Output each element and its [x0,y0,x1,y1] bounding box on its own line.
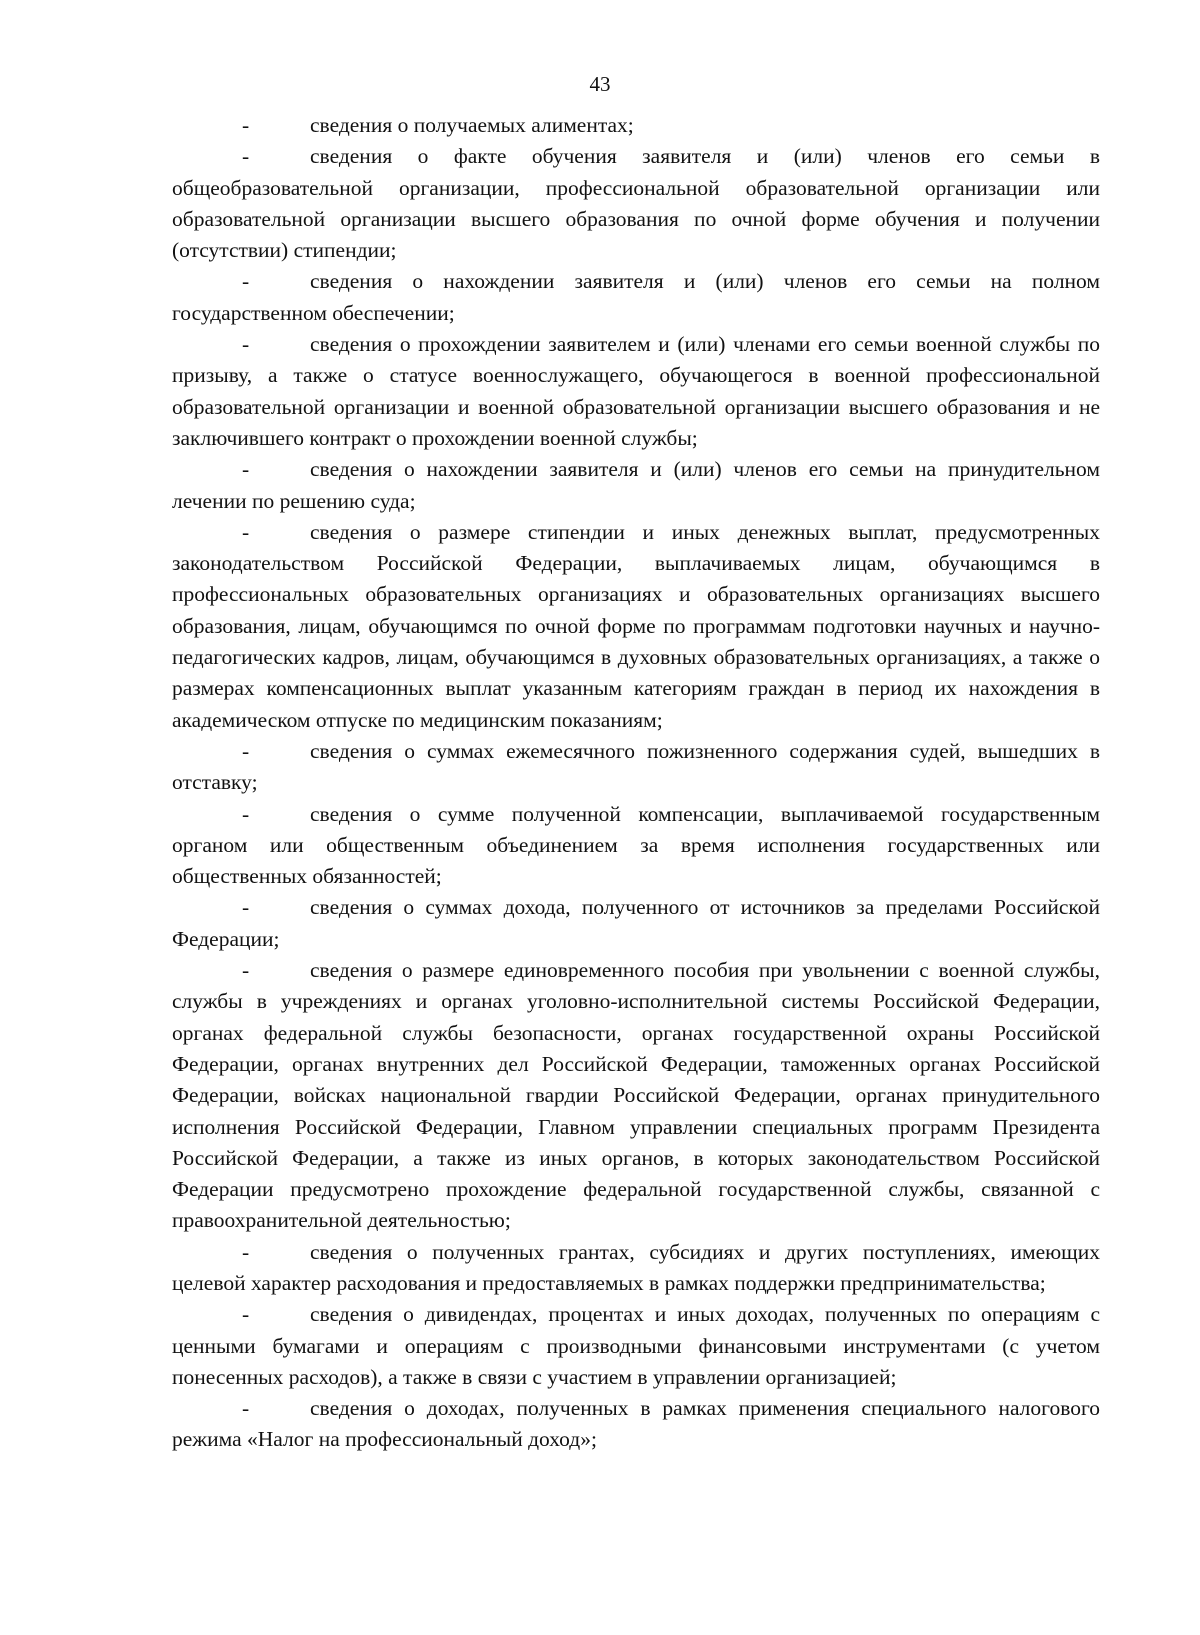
list-item [172,329,1100,454]
list-item-text: сведения о доходах, полученных в рамках применения специального налогового режима «Налог на профессиональный доход»; [172,1396,1100,1452]
list-item-text: сведения о факте обучения заявителя и (или) членов его семьи в общеобразовательной организации, профессиональной образовательной организации или образовательной организации высшего образования по очной форме обучения и получении (отсутствии) стипендии; [172,144,1100,263]
list-dash: - [242,457,250,482]
list-dash: - [242,1396,250,1421]
list-dash: - [242,269,250,294]
list-item-text: сведения о суммах дохода, полученного от источников за пределами Российской Федерации; [172,895,1100,951]
page-number: 43 [589,72,611,96]
list-item [172,1393,1100,1456]
list-item-text: сведения о полученных грантах, субсидиях и других поступлениях, имеющих целевой характер расходования и предоставляемых в рамках поддержки предпринимательства; [172,1239,1100,1295]
list-dash: - [242,1302,250,1327]
list-item [172,517,1100,736]
list-dash: - [242,895,250,920]
list-dash: - [242,958,250,983]
list-item-text: сведения о нахождении заявителя и (или) членов его семьи на полном государственном обеспечении; [172,269,1100,325]
list-item-text: сведения о сумме полученной компенсации, выплачиваемой государственным органом или общественным объединением за время исполнения государственных или общественных обязанностей; [172,801,1100,889]
list-dash: - [242,801,250,826]
list-item [172,1299,1100,1393]
list-item [172,955,1100,1237]
list-item [172,454,1100,517]
list-item-text: сведения о размере стипендии и иных денежных выплат, предусмотренных законодательством Российской Федерации, выплачиваемых лицам, обучающимся в профессиональных образовательных организациях и образовательных организациях высшего образования, лицам, обучающимся по очной форме по программам подготовки научных и научно-педагогических кадров, лицам, обучающимся в духовных образовательных организациях, а также о размерах компенсационных выплат указанным категориям граждан в период их нахождения в академическом отпуске по медицинским показаниям; [172,519,1100,732]
list-item [172,141,1100,266]
list-item-text: сведения о размере единовременного пособия при увольнении с военной службы, службы в учреждениях и органах уголовно-исполнительной системы Российской Федерации, органах федеральной службы безопасности, органах государственной охраны Российской Федерации, органах внутренних дел Российской Федерации, таможенных органах Российской Федерации, войсках национальной гвардии Российской Федерации, органах принудительного исполнения Российской Федерации, Главном управлении специальных программ Президента Российской Федерации, а также из иных органов, в которых законодательством Российской Федерации предусмотрено прохождение федеральной государственной службы, связанной с правоохранительной деятельностью; [172,958,1100,1233]
list-item [172,799,1100,893]
list-item [172,266,1100,329]
list-dash: - [242,113,250,137]
document-body [172,110,1100,1456]
list-item-text: сведения о нахождении заявителя и (или) членов его семьи на принудительном лечении по решению суда; [172,457,1100,513]
list-dash: - [242,1239,250,1264]
list-item-text: сведения о суммах ежемесячного пожизненного содержания судей, вышедших в отставку; [172,738,1100,795]
list-dash: - [242,144,250,169]
list-item [172,892,1100,955]
list-item [172,110,1100,141]
list-item-text: сведения о прохождении заявителем и (или) членами его семьи военной службы по призыву, а также о статусе военнослужащего, обучающегося в военной профессиональной образовательной организации и военной образовательной организации высшего образования и не заключившего контракт о прохождении военной службы; [172,332,1100,450]
list-item-text: сведения о получаемых алиментах; [310,113,634,137]
list-item [172,1237,1100,1300]
list-item [172,736,1100,799]
list-dash: - [242,519,250,544]
list-dash: - [242,738,250,763]
list-item-text: сведения о дивидендах, процентах и иных доходах, полученных по операциям с ценными бумагами и операциям с производными финансовыми инструментами (с учетом понесенных расходов), а также в связи с участием в управлении организацией; [172,1302,1100,1389]
list-dash: - [242,332,250,357]
